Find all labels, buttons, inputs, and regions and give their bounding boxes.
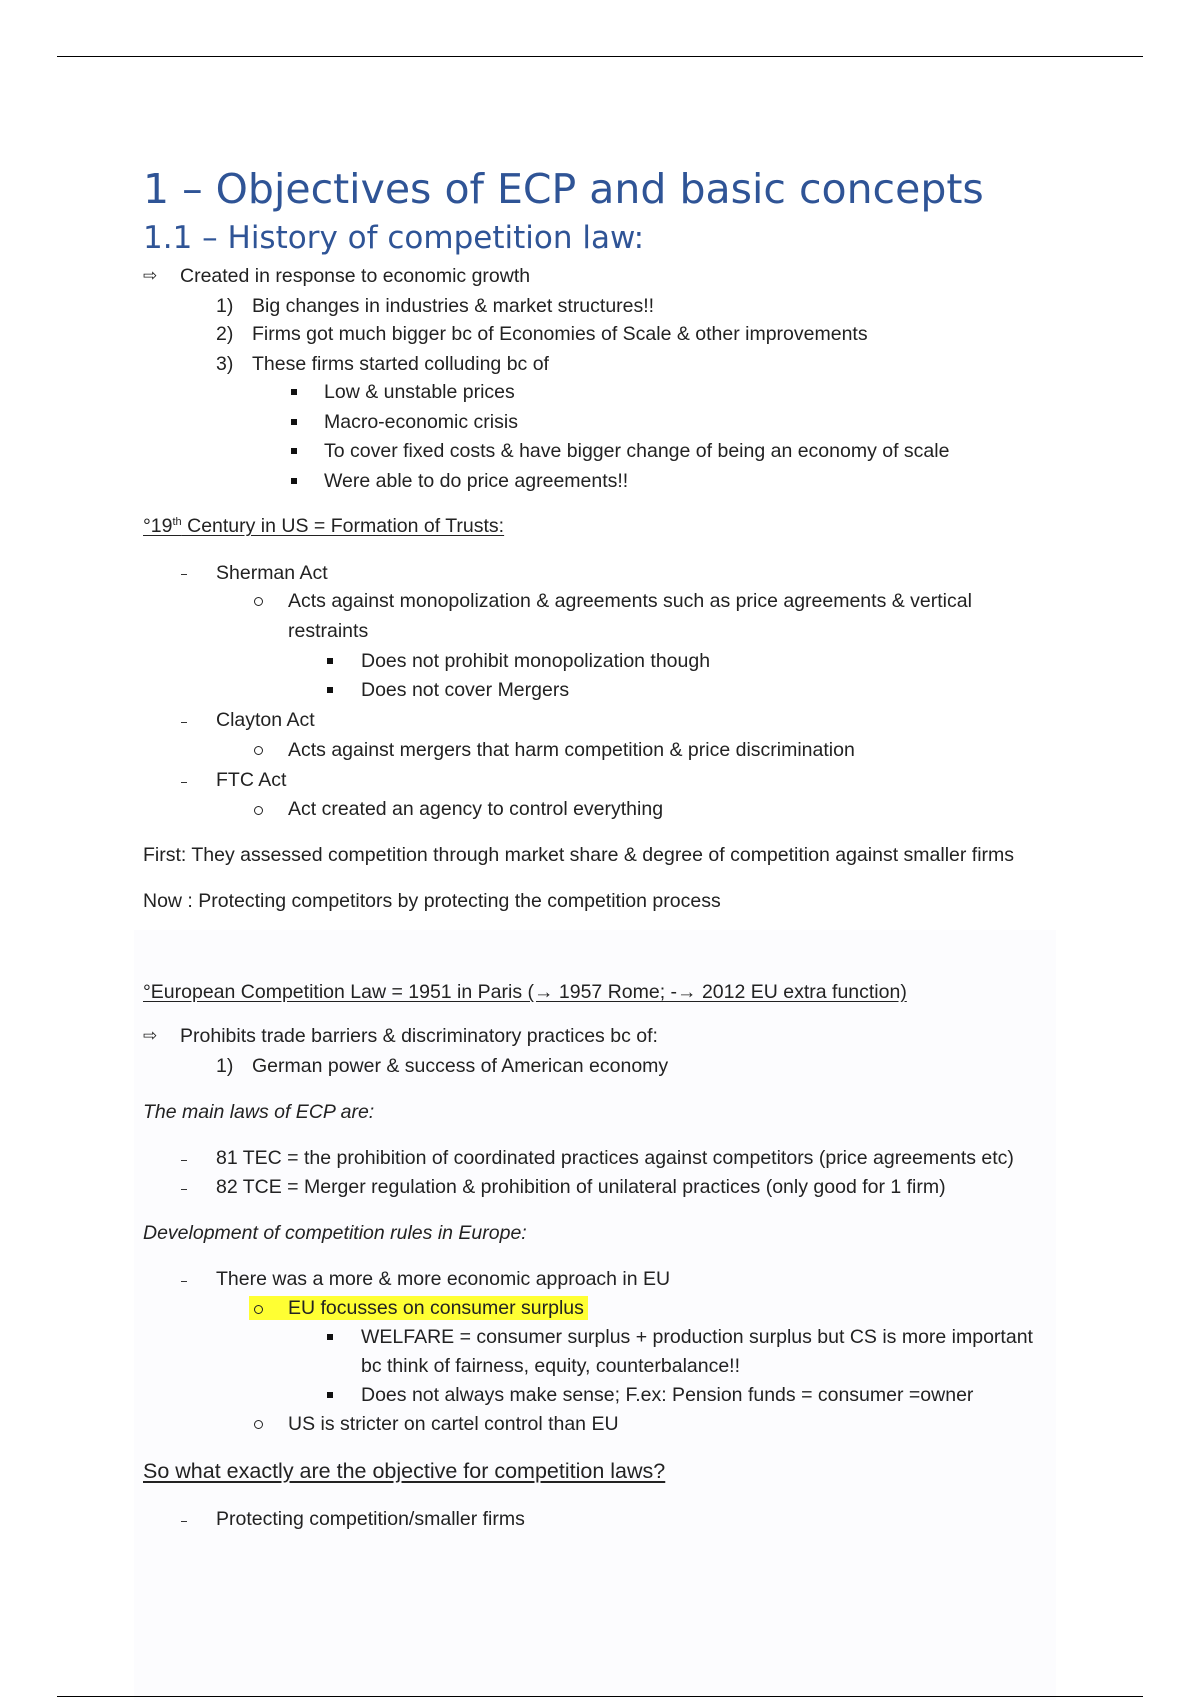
bullet-item: Were able to do price agreements!!	[324, 470, 629, 492]
eu-numbered-item: German power & success of American economy	[252, 1055, 669, 1077]
objectives-title: So what exactly are the objective for competition laws?	[143, 1459, 666, 1483]
numbered-item: Firms got much bigger bc of Economies of Scale & other improvements	[252, 323, 868, 345]
sherman-sub-line1: Acts against monopolization & agreements such as price agreements & vertical	[288, 590, 972, 612]
circle-bullet-icon	[254, 806, 263, 815]
laws-title: The main laws of ECP are:	[143, 1101, 375, 1123]
dash-bullet-icon	[181, 574, 187, 575]
sherman-sub-line2: restraints	[288, 620, 369, 642]
eu-arrow-text: Prohibits trade barriers & discriminatory practices bc of:	[180, 1025, 658, 1047]
numbered-item: These firms started colluding bc of	[252, 353, 549, 375]
circle-bullet-icon	[254, 1305, 263, 1314]
first-paragraph: First: They assessed competition through market share & degree of competition against smaller firms	[143, 844, 1015, 866]
us-stricter-text: US is stricter on cartel control than EU	[288, 1413, 619, 1435]
sherman-bullet: Does not prohibit monopolization though	[361, 650, 711, 672]
dash-bullet-icon	[181, 1160, 187, 1161]
dash-bullet-icon	[181, 1521, 187, 1522]
arrow-icon: ⇨	[143, 266, 158, 285]
circle-bullet-icon	[254, 1420, 263, 1429]
dash-bullet-icon	[181, 722, 187, 723]
sherman-act: Sherman Act	[216, 562, 328, 584]
square-bullet-icon	[291, 389, 297, 395]
ftc-sub: Act created an agency to control everything	[288, 798, 664, 820]
bullet-item: Low & unstable prices	[324, 381, 515, 403]
heading-2: 1.1 – History of competition law:	[143, 220, 645, 256]
square-bullet-icon	[291, 419, 297, 425]
law-item: 81 TEC = the prohibition of coordinated practices against competitors (price agreements etc)	[216, 1147, 1014, 1169]
ftc-act: FTC Act	[216, 769, 287, 791]
numbered-item: Big changes in industries & market structures!!	[252, 295, 655, 317]
bullet-item: Macro-economic crisis	[324, 411, 518, 433]
welfare-line1: WELFARE = consumer surplus + production surplus but CS is more important	[361, 1326, 1033, 1348]
arrow-icon: ⇨	[143, 1026, 158, 1045]
header-rule	[57, 56, 1143, 57]
circle-bullet-icon	[254, 746, 263, 755]
development-item: There was a more & more economic approach in EU	[216, 1268, 671, 1290]
dash-bullet-icon	[181, 1281, 187, 1282]
footer-rule	[57, 1696, 1143, 1697]
us-section-title	[143, 514, 504, 538]
us-title-prefix: °19	[143, 515, 173, 537]
law-item: 82 TCE = Merger regulation & prohibition of unilateral practices (only good for 1 firm)	[216, 1176, 946, 1198]
square-bullet-icon	[291, 478, 297, 484]
dash-bullet-icon	[181, 782, 187, 783]
number-label: 3)	[216, 353, 234, 375]
number-label: 1)	[216, 295, 234, 317]
intro-arrow-text: Created in response to economic growth	[180, 265, 531, 287]
welfare-line2: bc think of fairness, equity, counterbalance!!	[361, 1355, 741, 1377]
us-title-rest: Century in US = Formation of Trusts:	[181, 515, 505, 537]
development-title: Development of competition rules in Europe:	[143, 1222, 527, 1244]
number-label: 1)	[216, 1055, 234, 1077]
clayton-act: Clayton Act	[216, 709, 315, 731]
bullet-item: To cover fixed costs & have bigger change of being an economy of scale	[324, 440, 950, 462]
heading-1: 1 – Objectives of ECP and basic concepts	[143, 165, 984, 213]
square-bullet-icon	[327, 658, 333, 664]
eu-section-title: °European Competition Law = 1951 in Paris (→ 1957 Rome; -→ 2012 EU extra function)	[143, 981, 907, 1003]
dash-bullet-icon	[181, 1189, 187, 1190]
square-bullet-icon	[327, 1392, 333, 1398]
highlighted-text: EU focusses on consumer surplus	[288, 1297, 584, 1319]
objectives-item: Protecting competition/smaller firms	[216, 1508, 525, 1530]
clayton-sub: Acts against mergers that harm competition & price discrimination	[288, 739, 855, 761]
number-label: 2)	[216, 323, 234, 345]
now-paragraph: Now : Protecting competitors by protecting the competition process	[143, 890, 721, 912]
us-title-sup: th	[172, 516, 182, 528]
pension-text: Does not always make sense; F.ex: Pension funds = consumer =owner	[361, 1384, 974, 1406]
circle-bullet-icon	[254, 597, 263, 606]
sherman-bullet: Does not cover Mergers	[361, 679, 570, 701]
square-bullet-icon	[327, 687, 333, 693]
square-bullet-icon	[291, 448, 297, 454]
square-bullet-icon	[327, 1334, 333, 1340]
